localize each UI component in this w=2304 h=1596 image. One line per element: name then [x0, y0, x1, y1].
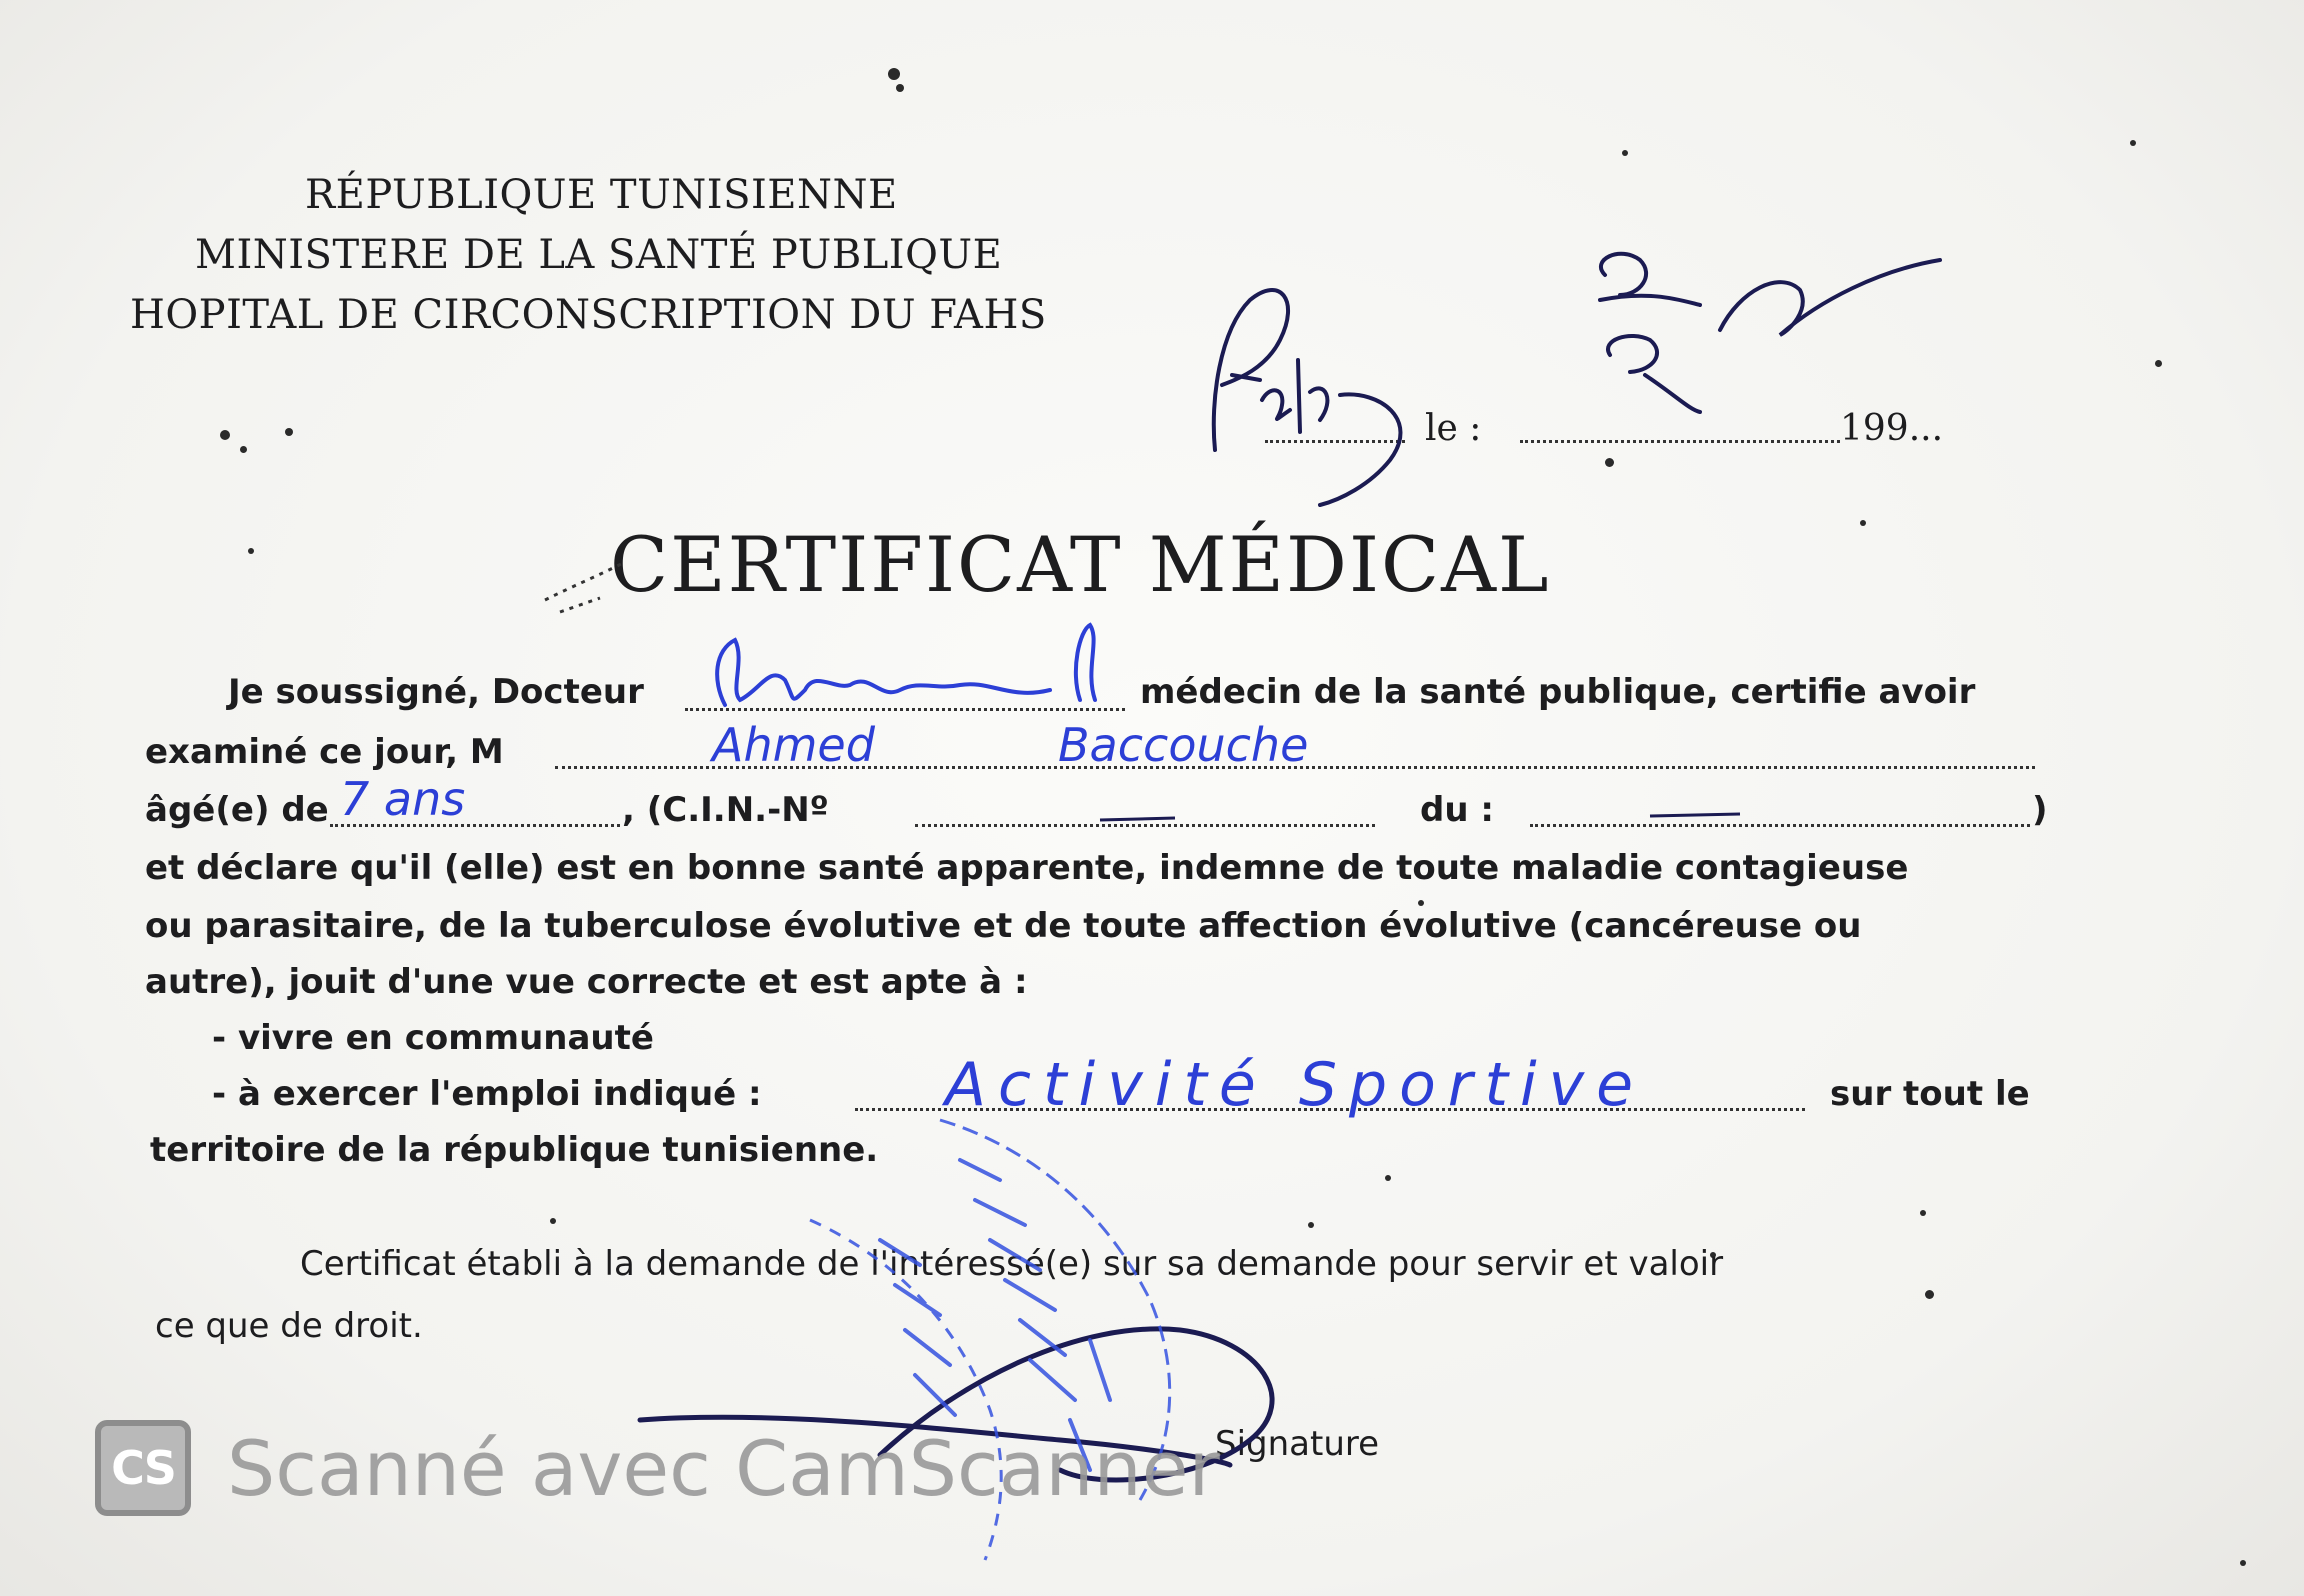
doctor-prefix: Je soussigné, Docteur	[228, 672, 644, 712]
patient-first-name: Ahmed	[712, 718, 875, 772]
place-handwriting	[1214, 290, 1401, 505]
date-le-label: le :	[1425, 408, 1482, 449]
cin-label: , (C.I.N.-Nº	[622, 790, 829, 830]
declaration-line-1: et déclare qu'il (elle) est en bonne santé apparente, indemne de toute maladie contagieuse	[145, 848, 1909, 888]
du-label: du :	[1420, 790, 1494, 830]
examined-prefix: examiné ce jour, M	[145, 732, 504, 772]
closing-line-1: Certificat établi à la demande de l'intéressé(e) sur sa demande pour servir et valoir	[300, 1244, 1724, 1284]
aptitude-item-community: - vivre en communauté	[212, 1018, 654, 1058]
age-value: 7 ans	[340, 772, 466, 826]
employment-suffix: sur tout le	[1830, 1074, 2030, 1114]
territory-line: territoire de la république tunisienne.	[150, 1130, 879, 1170]
declaration-line-2: ou parasitaire, de la tuberculose évolutive et de toute affection évolutive (cancéreuse ou	[145, 906, 1862, 946]
doctor-suffix: médecin de la santé publique, certifie avoir	[1140, 672, 1976, 712]
close-paren: )	[2032, 790, 2048, 830]
aptitude-item-employment: - à exercer l'emploi indiqué :	[212, 1074, 762, 1114]
age-prefix: âgé(e) de	[145, 790, 329, 830]
header-hospital: HOPITAL DE CIRCONSCRIPTION DU FAHS	[130, 292, 1047, 338]
date-year: 199...	[1840, 408, 1944, 449]
date-handwriting	[1600, 254, 1940, 412]
camscanner-watermark	[95, 1420, 1220, 1516]
header-republic: RÉPUBLIQUE TUNISIENNE	[305, 172, 898, 218]
declaration-line-3: autre), jouit d'une vue correcte et est apte à :	[145, 962, 1028, 1002]
signature-label: Signature	[1215, 1424, 1380, 1464]
closing-line-2: ce que de droit.	[155, 1306, 423, 1346]
employment-value: Activité Sportive	[945, 1050, 1646, 1120]
camscanner-logo-icon: CS	[95, 1420, 191, 1516]
doctor-name-handwriting	[717, 625, 1095, 705]
patient-last-name: Baccouche	[1058, 718, 1309, 772]
camscanner-watermark-text: Scanné avec CamScanner	[227, 1423, 1220, 1513]
title-pen-mark	[545, 562, 625, 612]
header-ministry: MINISTERE DE LA SANTÉ PUBLIQUE	[195, 232, 1003, 278]
certificate-title: CERTIFICAT MÉDICAL	[610, 520, 1551, 609]
